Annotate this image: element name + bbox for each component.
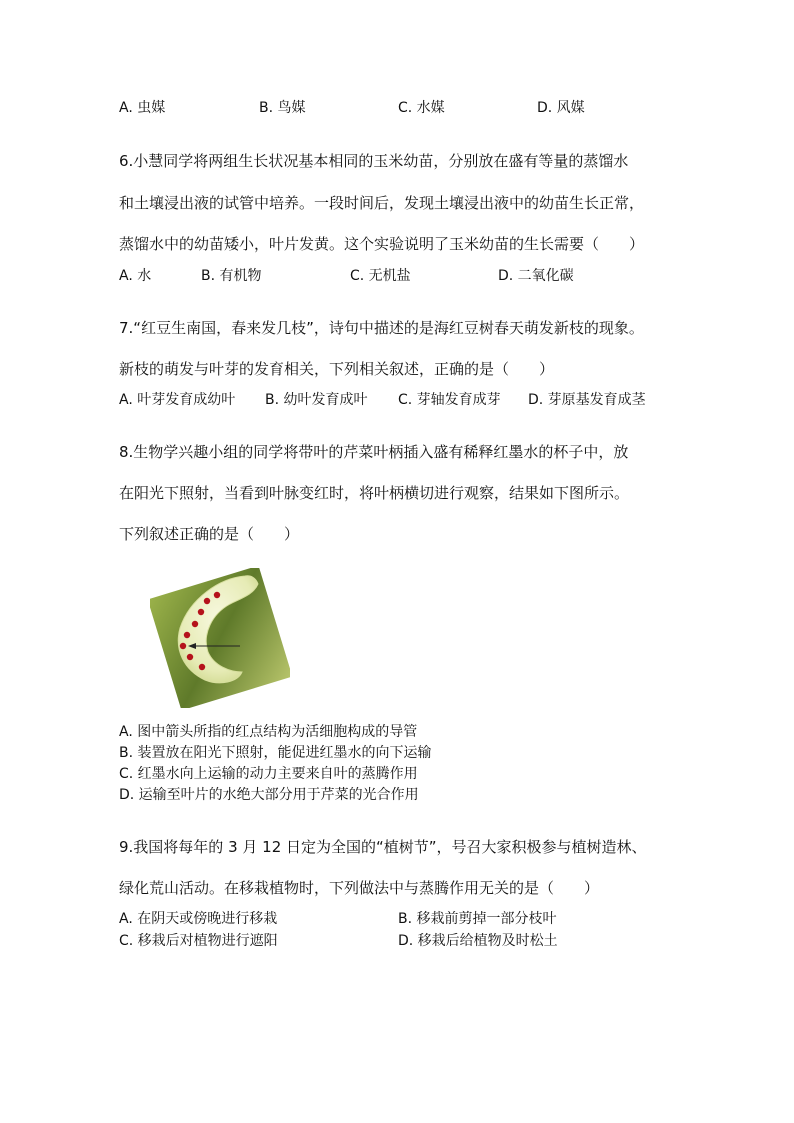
red-dot bbox=[184, 632, 190, 638]
red-dot bbox=[214, 592, 220, 598]
q6-line-3: 蒸馏水中的幼苗矮小，叶片发黄。这个实验说明了玉米幼苗的生长需要（ ） bbox=[119, 235, 645, 253]
q9-option-c: C. 移栽后对植物进行遮阳 bbox=[119, 933, 278, 949]
q5-option-c: C. 水媒 bbox=[398, 100, 445, 116]
q7-option-b: B. 幼叶发育成叶 bbox=[265, 392, 368, 408]
q9-line-1: 9.我国将每年的 3 月 12 日定为全国的“植树节”，号召大家积极参与植树造林、 bbox=[119, 838, 647, 856]
q5-option-a: A. 虫媒 bbox=[119, 100, 166, 116]
q8-line-3: 下列叙述正确的是（ ） bbox=[119, 525, 300, 543]
q5-option-b: B. 鸟媒 bbox=[259, 100, 306, 116]
q9-option-d: D. 移栽后给植物及时松土 bbox=[398, 933, 558, 949]
q7-option-d: D. 芽原基发育成茎 bbox=[528, 392, 646, 408]
q9-option-b: B. 移栽前剪掉一部分枝叶 bbox=[398, 911, 557, 927]
q9-line-2: 绿化荒山活动。在移栽植物时，下列做法中与蒸腾作用无关的是（ ） bbox=[119, 879, 600, 897]
red-dot bbox=[180, 643, 186, 649]
q8-option-c: C. 红墨水向上运输的动力主要来自叶的蒸腾作用 bbox=[119, 766, 418, 782]
q8-line-2: 在阳光下照射，当看到叶脉变红时，将叶柄横切进行观察，结果如下图所示。 bbox=[119, 484, 630, 502]
q6-option-c: C. 无机盐 bbox=[350, 268, 411, 284]
red-dot bbox=[199, 664, 205, 670]
q7-line-2: 新枝的萌发与叶芽的发育相关，下列相关叙述，正确的是（ ） bbox=[119, 360, 555, 378]
q7-option-a: A. 叶芽发育成幼叶 bbox=[119, 392, 236, 408]
q9-option-a: A. 在阴天或傍晚进行移栽 bbox=[119, 911, 278, 927]
q8-option-d: D. 运输至叶片的水绝大部分用于芹菜的光合作用 bbox=[119, 787, 419, 803]
q6-option-a: A. 水 bbox=[119, 268, 152, 284]
q6-option-d: D. 二氧化碳 bbox=[498, 268, 574, 284]
q7-line-1: 7.“红豆生南国，春来发几枝”，诗句中描述的是海红豆树春天萌发新枝的现象。 bbox=[119, 319, 644, 337]
q7-option-c: C. 芽轴发育成芽 bbox=[398, 392, 501, 408]
q6-line-1: 6.小慧同学将两组生长状况基本相同的玉米幼苗，分别放在盛有等量的蒸馏水 bbox=[119, 152, 629, 170]
celery-petiole-cross-section-figure bbox=[150, 568, 290, 708]
red-dot bbox=[204, 598, 210, 604]
q6-option-b: B. 有机物 bbox=[201, 268, 262, 284]
q8-option-a: A. 图中箭头所指的红点结构为活细胞构成的导管 bbox=[119, 724, 418, 740]
q6-line-2: 和土壤浸出液的试管中培养。一段时间后，发现土壤浸出液中的幼苗生长正常， bbox=[119, 194, 645, 212]
q5-option-d: D. 风媒 bbox=[537, 100, 585, 116]
q8-option-b: B. 装置放在阳光下照射，能促进红墨水的向下运输 bbox=[119, 745, 432, 761]
red-dot bbox=[187, 654, 193, 660]
red-dot bbox=[198, 609, 204, 615]
q8-line-1: 8.生物学兴趣小组的同学将带叶的芹菜叶柄插入盛有稀释红墨水的杯子中，放 bbox=[119, 443, 629, 461]
red-dot bbox=[192, 621, 198, 627]
